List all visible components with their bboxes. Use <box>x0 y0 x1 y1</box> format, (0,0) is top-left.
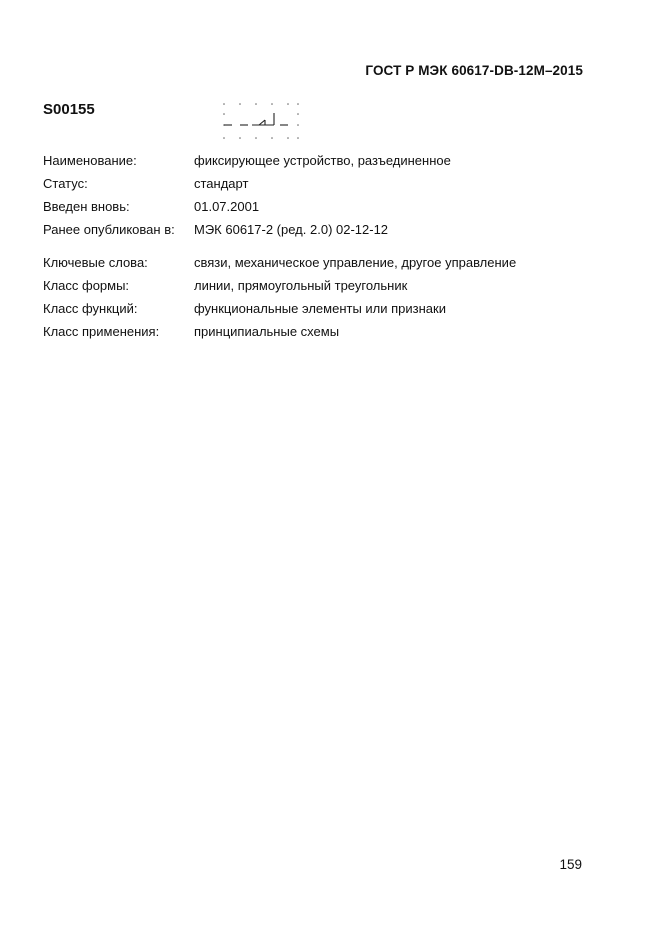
field-row <box>43 195 516 218</box>
page-number: 159 <box>559 857 582 872</box>
field-value: МЭК 60617-2 (ред. 2.0) 02-12-12 <box>194 222 389 237</box>
field-row <box>43 218 516 241</box>
class-label: Класс применения: <box>43 324 160 339</box>
class-row <box>43 251 516 274</box>
field-value: стандарт <box>194 176 249 191</box>
fixing-device-symbol-icon <box>218 98 306 144</box>
field-label: Введен вновь: <box>43 199 130 214</box>
class-label: Ключевые слова: <box>43 255 148 270</box>
class-value: связи, механическое управление, другое управление <box>194 255 517 270</box>
field-row <box>43 149 516 172</box>
field-label: Статус: <box>43 176 88 191</box>
class-label: Класс функций: <box>43 301 138 316</box>
field-value: фиксирующее устройство, разъединенное <box>194 153 451 168</box>
class-row <box>43 274 516 297</box>
section-gap <box>43 241 516 251</box>
class-value: функциональные элементы или признаки <box>194 301 446 316</box>
class-label: Класс формы: <box>43 278 130 293</box>
field-row <box>43 172 516 195</box>
symbol-attributes <box>43 149 516 343</box>
class-value: принципиальные схемы <box>194 324 340 339</box>
class-value: линии, прямоугольный треугольник <box>194 278 408 293</box>
document-standard-header: ГОСТ Р МЭК 60617-DB-12M–2015 <box>365 63 583 78</box>
symbol-code: S00155 <box>43 101 95 118</box>
field-label: Наименование: <box>43 153 137 168</box>
class-row <box>43 297 516 320</box>
class-row <box>43 320 516 343</box>
field-value: 01.07.2001 <box>194 199 260 214</box>
field-label: Ранее опубликован в: <box>43 222 175 237</box>
